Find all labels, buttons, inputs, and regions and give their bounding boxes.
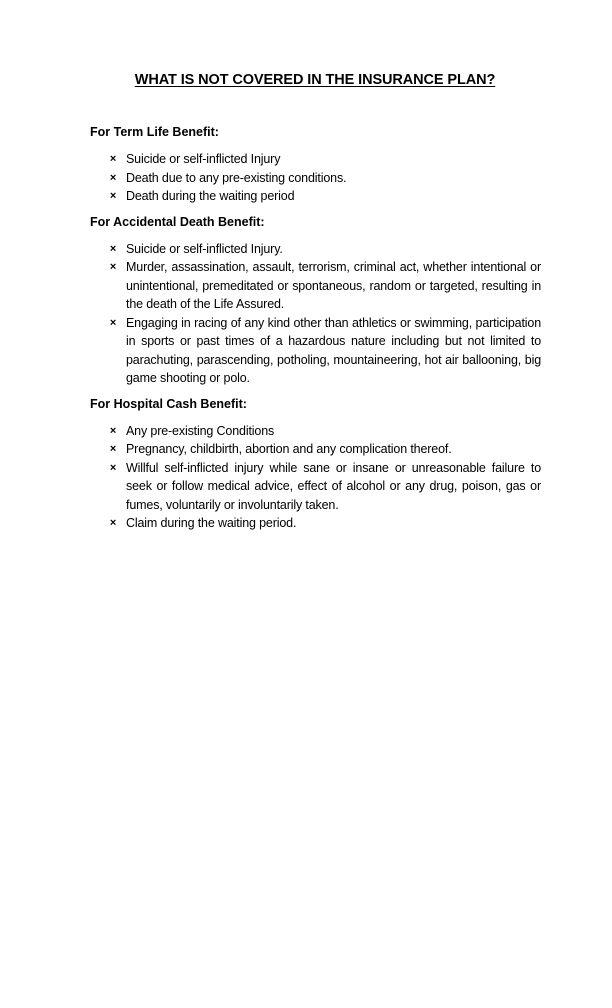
section-heading: For Accidental Death Benefit: — [90, 214, 265, 229]
section-term-life — [90, 124, 541, 206]
list-item-text: Engaging in racing of any kind other than athletics or swimming, participation in sports or past times of a hazardous nature including but not limited to parachuting, parascending, potholing, mountaineering, hot air ballooning, big game shooting or polo. — [126, 315, 541, 385]
list-item — [90, 314, 541, 388]
list-item — [90, 514, 541, 533]
page-title: WHAT IS NOT COVERED IN THE INSURANCE PLAN? — [134, 72, 496, 88]
list-item-text: Death due to any pre-existing conditions. — [126, 170, 347, 185]
exclusion-list — [90, 240, 541, 388]
section-hospital-cash — [90, 396, 541, 533]
exclusion-list — [90, 150, 541, 206]
list-item-text: Willful self-inflicted injury while sane or insane or unreasonable failure to seek or follow medical advice, effect of alcohol or any drug, poison, gas or fumes, voluntarily or involuntarily taken. — [126, 460, 541, 512]
cross-bullet-icon: × — [109, 424, 117, 437]
exclusions-content — [90, 124, 541, 541]
cross-bullet-icon: × — [109, 443, 117, 455]
section-accidental-death — [90, 214, 541, 388]
list-item-text: Claim during the waiting period. — [126, 516, 297, 530]
list-item-text: Suicide or self-inflicted Injury. — [126, 241, 283, 256]
list-item-text: Murder, assassination, assault, terrorism, criminal act, whether intentional or unintentional, premeditated or spontaneous, random or targeted, resulting in the death of the Life Assured. — [126, 260, 541, 311]
list-item — [90, 422, 541, 441]
cross-bullet-icon: × — [109, 461, 117, 474]
list-item — [90, 150, 541, 169]
list-item — [90, 258, 541, 314]
section-heading: For Term Life Benefit: — [90, 125, 219, 139]
cross-bullet-icon: × — [109, 242, 117, 255]
cross-bullet-icon: × — [109, 316, 117, 329]
exclusion-list — [90, 422, 541, 533]
list-item-text: Any pre-existing Conditions — [126, 423, 275, 438]
cross-bullet-icon: × — [109, 171, 117, 184]
list-item — [90, 459, 541, 515]
list-item — [90, 187, 541, 206]
list-item-text: Suicide or self-inflicted Injury — [126, 152, 281, 166]
cross-bullet-icon: × — [109, 261, 117, 273]
section-heading: For Hospital Cash Benefit: — [90, 396, 247, 411]
cross-bullet-icon: × — [109, 190, 117, 202]
list-item-text: Death during the waiting period — [126, 189, 295, 203]
cross-bullet-icon: × — [109, 153, 117, 165]
list-item — [90, 440, 541, 459]
list-item — [90, 169, 541, 188]
list-item — [90, 240, 541, 259]
cross-bullet-icon: × — [109, 517, 117, 529]
list-item-text: Pregnancy, childbirth, abortion and any complication thereof. — [126, 442, 452, 456]
